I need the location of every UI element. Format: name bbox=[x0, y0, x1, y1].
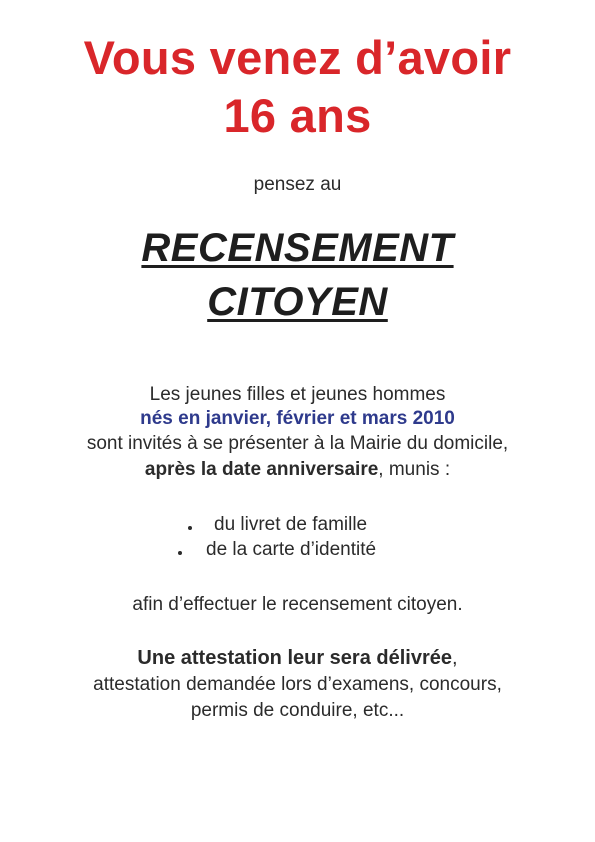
attestation-bold: Une attestation leur sera délivrée bbox=[137, 647, 452, 669]
anniversary-bold: après la date anniversaire bbox=[144, 459, 379, 480]
subheading: pensez au bbox=[253, 174, 342, 195]
birth-months-highlight: nés en janvier, février et mars 2010 bbox=[140, 408, 455, 429]
title-line-2: CITOYEN bbox=[207, 280, 388, 324]
anniversary-rest: , munis : bbox=[378, 459, 451, 480]
title-line-1: RECENSEMENT bbox=[141, 226, 454, 270]
purpose-line: afin d’effectuer le recensement citoyen. bbox=[132, 594, 463, 615]
document-item-livret: du livret de famille bbox=[214, 514, 368, 535]
attestation-line-3: permis de conduire, etc... bbox=[190, 700, 405, 721]
headline-line-2: 16 ans bbox=[223, 89, 372, 142]
body-line-3: sont invités à se présenter à la Mairie du domicile, bbox=[86, 433, 509, 454]
attestation-line-2: attestation demandée lors d’examens, concours, bbox=[93, 674, 502, 695]
headline-line-1: Vous venez d’avoir bbox=[83, 31, 512, 84]
body-line-4 bbox=[0, 458, 595, 482]
attestation-line-1 bbox=[0, 646, 595, 670]
body-line-1: Les jeunes filles et jeunes hommes bbox=[149, 384, 446, 405]
attestation-comma: , bbox=[452, 647, 458, 669]
document-item-carte: de la carte d’identité bbox=[206, 539, 377, 560]
bullet-dot-icon bbox=[188, 526, 192, 530]
bullet-dot-icon bbox=[178, 551, 182, 555]
